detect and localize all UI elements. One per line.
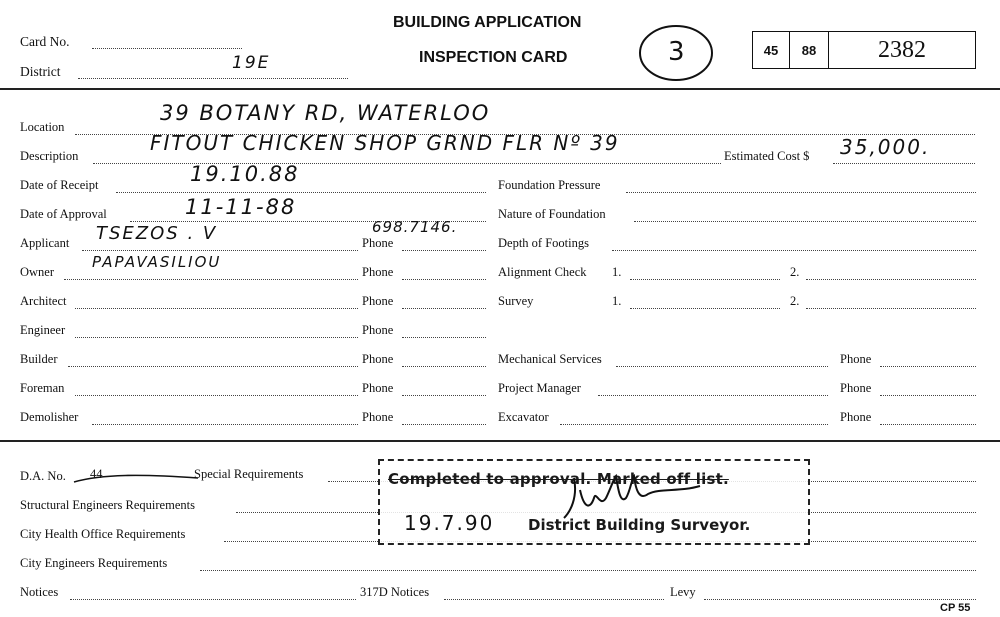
applicant-label: Applicant: [20, 236, 70, 250]
notices-317d-line: [444, 599, 664, 600]
owner-value: PAPAVASILIOU: [92, 253, 222, 271]
card-no-label: Card No.: [20, 34, 70, 49]
architect-line: [75, 308, 358, 309]
city-engineers-label: City Engineers Requirements: [20, 556, 168, 570]
description-label: Description: [20, 149, 79, 163]
date-receipt-label: Date of Receipt: [20, 178, 99, 192]
mechanical-label: Mechanical Services: [498, 352, 602, 366]
da-no-value: 44: [90, 467, 103, 481]
surveyor-signature: [560, 468, 710, 528]
date-receipt-line: [116, 192, 486, 193]
foundation-pressure-line: [626, 192, 976, 193]
mechanical-line: [616, 366, 828, 367]
demolisher-line: [92, 424, 358, 425]
alignment-1-line: [630, 279, 780, 280]
alignment-2-line: [806, 279, 976, 280]
description-line: [93, 163, 721, 164]
estimated-cost-label: Estimated Cost $: [724, 149, 810, 163]
architect-phone-label: Phone: [362, 294, 394, 308]
depth-footings-label: Depth of Footings: [498, 236, 589, 250]
builder-phone-label: Phone: [362, 352, 394, 366]
notices-line: [70, 599, 356, 600]
description-value: FITOUT CHICKEN SHOP GRND FLR Nº 39: [150, 131, 620, 155]
demolisher-phone-line: [402, 424, 486, 425]
foreman-phone-line: [402, 395, 486, 396]
district-line: [78, 78, 348, 79]
district-label: District: [20, 64, 61, 79]
circled-number: 3: [668, 37, 687, 67]
ref-box-1: 45: [752, 31, 790, 69]
excavator-phone-line: [880, 424, 976, 425]
stamp-line2: District Building Surveyor.: [528, 516, 751, 534]
date-receipt-value: 19.10.88: [190, 162, 300, 186]
demolisher-label: Demolisher: [20, 410, 79, 424]
foreman-line: [75, 395, 358, 396]
excavator-label: Excavator: [498, 410, 549, 424]
estimated-cost-line: [833, 163, 975, 164]
applicant-phone-label: Phone: [362, 236, 394, 250]
applicant-phone-line: [402, 250, 486, 251]
engineer-phone-line: [402, 337, 486, 338]
middle-rule: [0, 440, 1000, 442]
excavator-line: [560, 424, 828, 425]
alignment-2-label: 2.: [790, 265, 800, 279]
da-no-label: D.A. No.: [20, 469, 66, 483]
owner-phone-label: Phone: [362, 265, 394, 279]
project-manager-line: [598, 395, 828, 396]
builder-label: Builder: [20, 352, 58, 366]
depth-footings-line: [612, 250, 976, 251]
owner-phone-line: [402, 279, 486, 280]
district-value: 19E: [232, 53, 271, 73]
demolisher-phone-label: Phone: [362, 410, 394, 424]
card-no-line: [92, 48, 242, 49]
city-engineers-line: [200, 570, 976, 571]
location-value: 39 BOTANY RD, WATERLOO: [160, 101, 491, 125]
notices-label: Notices: [20, 585, 59, 599]
survey-2-label: 2.: [790, 294, 800, 308]
survey-2-line: [806, 308, 976, 309]
header-rule: [0, 88, 1000, 90]
nature-foundation-line: [634, 221, 976, 222]
engineer-phone-label: Phone: [362, 323, 394, 337]
location-label: Location: [20, 120, 65, 134]
ref-box-3: 2382: [828, 31, 976, 69]
survey-label: Survey: [498, 294, 534, 308]
architect-label: Architect: [20, 294, 67, 308]
survey-1-label: 1.: [612, 294, 622, 308]
notices-317d-label: 317D Notices: [360, 585, 430, 599]
project-manager-phone-line: [880, 395, 976, 396]
owner-line: [64, 279, 358, 280]
city-health-label: City Health Office Requirements: [20, 527, 186, 541]
title-line1: BUILDING APPLICATION: [393, 14, 582, 31]
engineer-line: [75, 337, 358, 338]
estimated-cost-value: 35,000.: [840, 135, 931, 159]
mechanical-phone-line: [880, 366, 976, 367]
nature-foundation-label: Nature of Foundation: [498, 207, 606, 221]
foreman-phone-label: Phone: [362, 381, 394, 395]
mechanical-phone-label: Phone: [840, 352, 872, 366]
builder-phone-line: [402, 366, 486, 367]
applicant-phone-value: 698.7146.: [372, 218, 458, 236]
survey-1-line: [630, 308, 780, 309]
ref-box-2: 88: [789, 31, 829, 69]
stamp-line1: Completed to approval. Marked off list.: [388, 470, 729, 488]
applicant-line: [82, 250, 358, 251]
owner-label: Owner: [20, 265, 55, 279]
project-manager-phone-label: Phone: [840, 381, 872, 395]
levy-line: [704, 599, 976, 600]
special-req-label: Special Requirements: [194, 467, 304, 481]
form-code: CP 55: [940, 602, 971, 614]
applicant-value: TSEZOS . V: [96, 223, 218, 244]
foreman-label: Foreman: [20, 381, 65, 395]
excavator-phone-label: Phone: [840, 410, 872, 424]
builder-line: [68, 366, 358, 367]
levy-label: Levy: [670, 585, 696, 599]
date-approval-label: Date of Approval: [20, 207, 107, 221]
structural-label: Structural Engineers Requirements: [20, 498, 195, 512]
project-manager-label: Project Manager: [498, 381, 581, 395]
foundation-pressure-label: Foundation Pressure: [498, 178, 601, 192]
engineer-label: Engineer: [20, 323, 66, 337]
stamp-date: 19.7.90: [404, 511, 495, 535]
alignment-check-label: Alignment Check: [498, 265, 587, 279]
title-line2: INSPECTION CARD: [419, 49, 568, 66]
date-approval-value: 11-11-88: [185, 195, 297, 219]
architect-phone-line: [402, 308, 486, 309]
da-strikethrough: [72, 470, 202, 488]
alignment-1-label: 1.: [612, 265, 622, 279]
